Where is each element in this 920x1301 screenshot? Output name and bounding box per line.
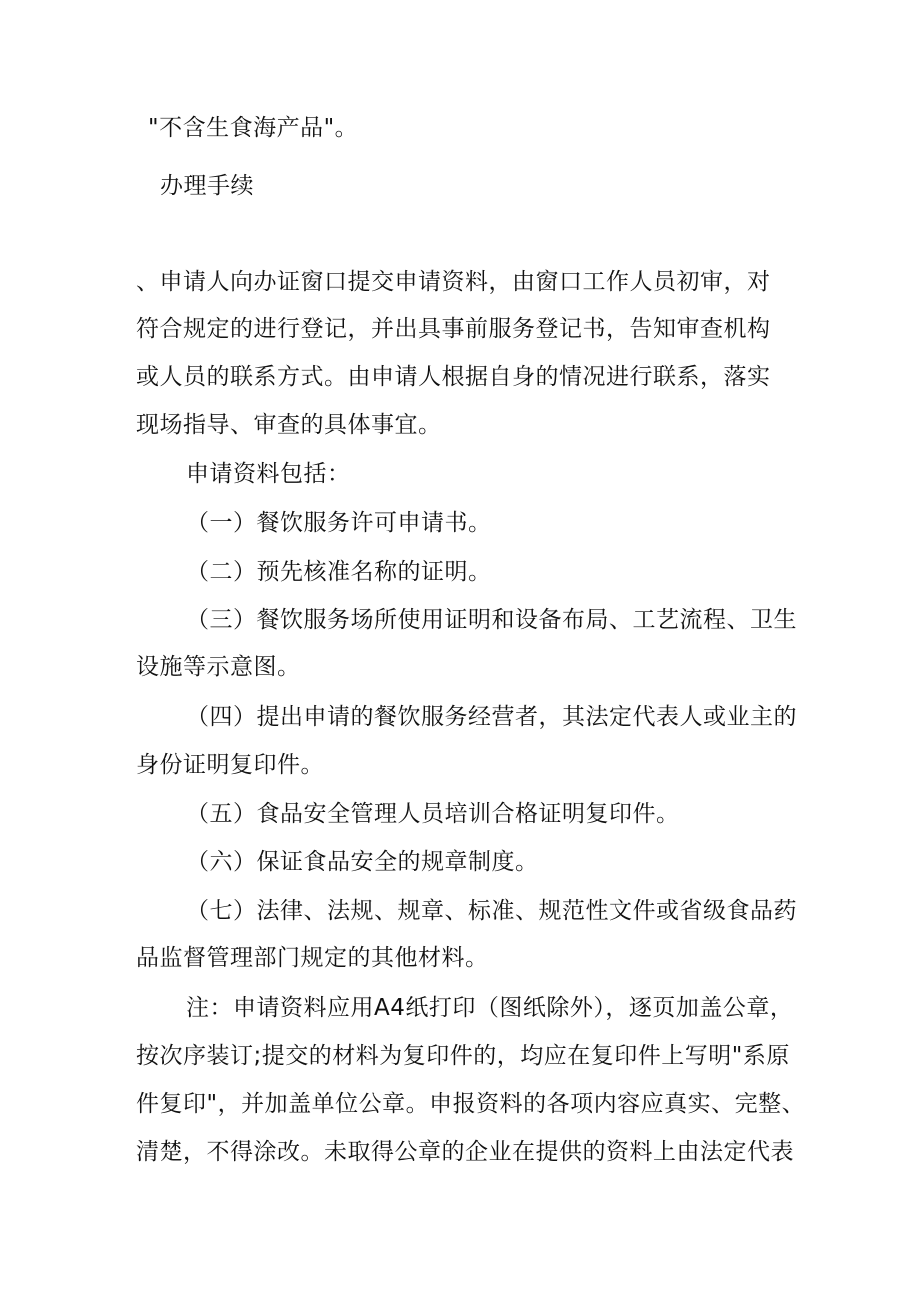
list-item: （五）食品安全管理人员培训合格证明复印件。	[186, 801, 680, 827]
note-line: 清楚，不得涂改。未取得公章的企业在提供的资料上由法定代表	[136, 1139, 794, 1165]
text-line: 现场指导、审查的具体事宜。	[136, 412, 442, 438]
text-line: 、申请人向办证窗口提交申请资料，由窗口工作人员初审，对	[136, 269, 771, 295]
text-line: 符合规定的进行登记，并出具事前服务登记书，告知审查机构	[136, 316, 771, 342]
list-item: （七）法律、法规、规章、标准、规范性文件或省级食品药	[186, 898, 797, 924]
note-line: 注：申请资料应用A4纸打印（图纸除外），逐页加盖公章，	[186, 995, 794, 1021]
list-item: （三）餐饮服务场所使用证明和设备布局、工艺流程、卫生	[186, 607, 797, 633]
text-line: 或人员的联系方式。由申请人根据自身的情况进行联系，落实	[136, 364, 771, 390]
section-heading-procedures: 办理手续	[160, 173, 254, 199]
list-item: （四）提出申请的餐饮服务经营者，其法定代表人或业主的	[186, 704, 797, 730]
note-line: 按次序装订;提交的材料为复印件的，均应在复印件上写明"系原	[136, 1043, 790, 1069]
list-item: （二）预先核准名称的证明。	[186, 559, 492, 585]
list-item-continuation: 品监督管理部门规定的其他材料。	[136, 945, 489, 971]
text-line-materials-intro: 申请资料包括：	[186, 461, 351, 487]
list-item-continuation: 设施等示意图。	[136, 654, 301, 680]
list-item: （一）餐饮服务许可申请书。	[186, 510, 492, 536]
list-item: （六）保证食品安全的规章制度。	[186, 849, 539, 875]
list-item-continuation: 身份证明复印件。	[136, 752, 324, 778]
note-line: 件复印"，并加盖单位公章。申报资料的各项内容应真实、完整、	[136, 1091, 806, 1117]
text-line-scope-note: "不含生食海产品"。	[148, 115, 359, 141]
